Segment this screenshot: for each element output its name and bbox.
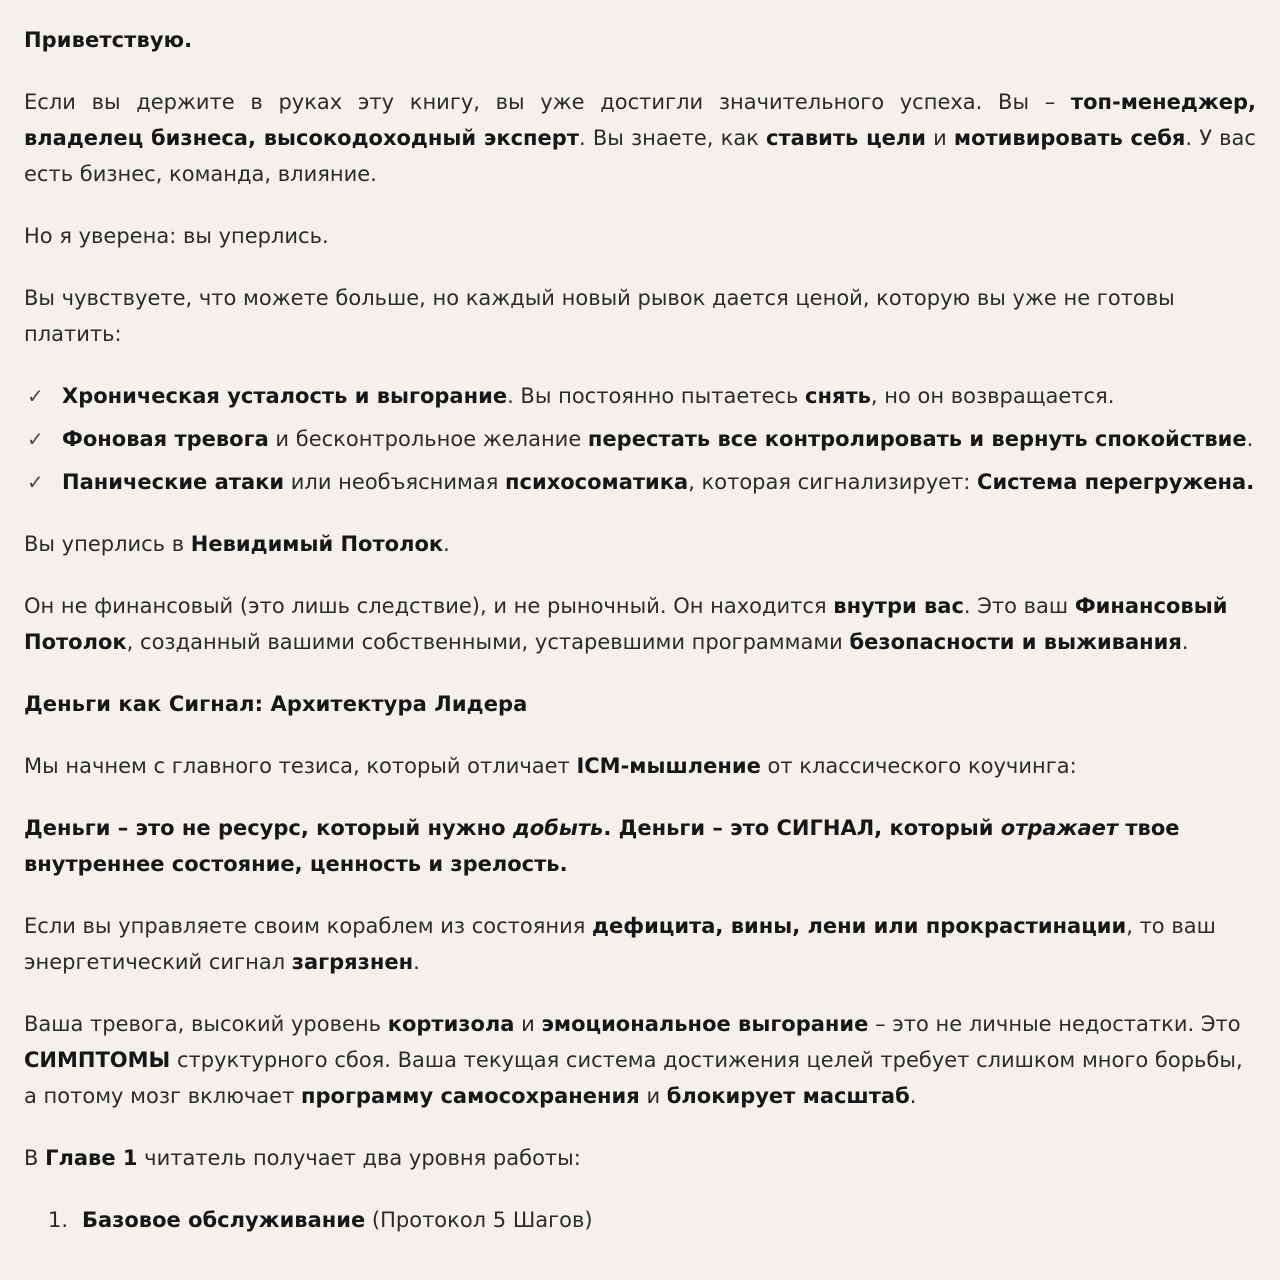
- symptom-2-text-1: и бесконтрольное желание: [268, 427, 588, 451]
- ss-bold-1: кортизола: [387, 1012, 515, 1036]
- sp-text-1: Если вы управляете своим кораблем из состояния: [24, 914, 593, 938]
- levels-list: [24, 1202, 1256, 1238]
- ceiling-bold-1: Невидимый Потолок: [190, 532, 444, 556]
- symptom-3-text-2: , которая сигнализирует:: [688, 470, 978, 494]
- ceiling-text-2: .: [443, 532, 450, 556]
- intro-text-1: Если вы держите в руках эту книгу, вы уже достигли значительного успеха. Вы –: [24, 90, 1071, 114]
- symptom-1-bold-1: Хроническая усталость и выгорание: [62, 384, 508, 408]
- thesis-italic-2: отражает: [1000, 816, 1119, 840]
- paragraph-feeling: Вы чувствуете, что можете больше, но каждый новый рывок дается ценой, которую вы уже не готовы платить:: [24, 286, 1175, 346]
- ss-text-3: – это не личные недостатки. Это: [868, 1012, 1241, 1036]
- symptom-2-bold-1: Фоновая тревога: [62, 427, 269, 451]
- ci-bold-1: Главе 1: [45, 1146, 138, 1170]
- symptom-2-text-2: .: [1246, 427, 1254, 451]
- intro-text-3: и: [925, 126, 954, 150]
- list-number: 1.: [48, 1208, 69, 1232]
- section-heading: [24, 686, 1256, 722]
- fc-text-3: , созданный вашими собственными, устаревшими программами: [126, 630, 850, 654]
- paragraph-symptoms-structural: [24, 1006, 1256, 1114]
- intro-paragraph: [24, 84, 1256, 192]
- fc-bold-1: внутри вас: [833, 594, 964, 618]
- ss-bold-5: блокирует масштаб: [666, 1084, 910, 1108]
- sp-text-3: .: [413, 950, 420, 974]
- ss-text-4: структурного сбоя. Ваша текущая система достижения целей требует слишком много борьбы, а потому мозг включает: [24, 1048, 1243, 1108]
- ss-text-5: и: [639, 1084, 667, 1108]
- check-icon: ✓: [27, 384, 44, 408]
- intro-bold-2: ставить цели: [766, 126, 926, 150]
- ss-text-6: .: [909, 1084, 917, 1108]
- fc-bold-2: Финансовый Потолок: [24, 594, 1228, 654]
- sp-bold-1: дефицита, вины, лени или прокрастинации: [592, 914, 1127, 938]
- ci-text-2: читатель получает два уровня работы:: [137, 1146, 581, 1170]
- section-heading-text: Деньги как Сигнал: Архитектура Лидера: [24, 692, 528, 716]
- thesis-text-1: Деньги – это не ресурс, который нужно: [24, 816, 513, 840]
- paragraph-certainty: Но я уверена: вы уперлись.: [24, 224, 329, 248]
- fc-text-1: Он не финансовый (это лишь следствие), и не рыночный. Он находится: [24, 594, 834, 618]
- sp-text-2: , то ваш энергетический сигнал: [24, 914, 1216, 974]
- intro-text-4: . У вас есть бизнес, команда, влияние.: [24, 126, 1256, 186]
- thesis-italic-1: добыть: [512, 816, 604, 840]
- ss-text-1: Ваша тревога, высокий уровень: [24, 1012, 388, 1036]
- symptom-1-text-1: . Вы постоянно пытаетесь: [507, 384, 805, 408]
- symptoms-list: [24, 378, 1256, 500]
- paragraph-thesis-intro: [24, 748, 1256, 784]
- greeting-heading: [24, 22, 1256, 58]
- ti-text-2: от классического коучинга:: [760, 754, 1077, 778]
- intro-text-2: . Вы знаете, как: [579, 126, 767, 150]
- intro-bold-1: топ-менеджер, владелец бизнеса, высокодоходный эксперт: [24, 90, 1256, 150]
- thesis-text-3: твое внутреннее состояние, ценность и зрелость.: [24, 816, 1180, 876]
- paragraph-signal-polluted: [24, 908, 1256, 980]
- symptom-1-text-2: , но он возвращается.: [870, 384, 1115, 408]
- paragraph-ceiling: [24, 526, 1256, 562]
- level-1-bold: Базовое обслуживание: [82, 1208, 366, 1232]
- paragraph-thesis: [24, 810, 1256, 882]
- check-icon: ✓: [27, 427, 44, 451]
- symptom-1-bold-2: снять: [805, 384, 871, 408]
- ti-bold-1: ICM-мышление: [576, 754, 761, 778]
- paragraph-chapter-intro: [24, 1140, 1256, 1176]
- sp-bold-2: загрязнен: [291, 950, 414, 974]
- list-item: [24, 421, 1256, 457]
- ss-bold-2: эмоциональное выгорание: [541, 1012, 869, 1036]
- fc-text-4: .: [1181, 630, 1189, 654]
- paragraph-financial-ceiling: [24, 588, 1256, 660]
- list-item: [24, 464, 1256, 500]
- ss-text-2: и: [514, 1012, 542, 1036]
- ss-bold-4: программу самосохранения: [300, 1084, 640, 1108]
- list-item: [24, 1202, 1256, 1238]
- symptom-3-bold-3: Система перегружена.: [977, 470, 1255, 494]
- check-icon: ✓: [27, 470, 44, 494]
- fc-text-2: . Это ваш: [963, 594, 1075, 618]
- fc-bold-3: безопасности и выживания: [849, 630, 1182, 654]
- greeting-text: Приветствую.: [24, 28, 193, 52]
- ti-text-1: Мы начнем с главного тезиса, который отличает: [24, 754, 577, 778]
- ci-text-1: В: [24, 1146, 46, 1170]
- symptom-3-text-1: или необъяснимая: [284, 470, 506, 494]
- ss-bold-3: СИМПТОМЫ: [24, 1048, 171, 1072]
- ceiling-text-1: Вы уперлись в: [24, 532, 191, 556]
- symptom-2-bold-2: перестать все контролировать и вернуть спокойствие: [587, 427, 1247, 451]
- thesis-text-2: . Деньги – это СИГНАЛ, который: [603, 816, 1001, 840]
- intro-bold-3: мотивировать себя: [953, 126, 1186, 150]
- level-1-text: (Протокол 5 Шагов): [365, 1208, 593, 1232]
- list-item: [24, 378, 1256, 414]
- symptom-3-bold-2: психосоматика: [505, 470, 689, 494]
- symptom-3-bold-1: Панические атаки: [62, 470, 285, 494]
